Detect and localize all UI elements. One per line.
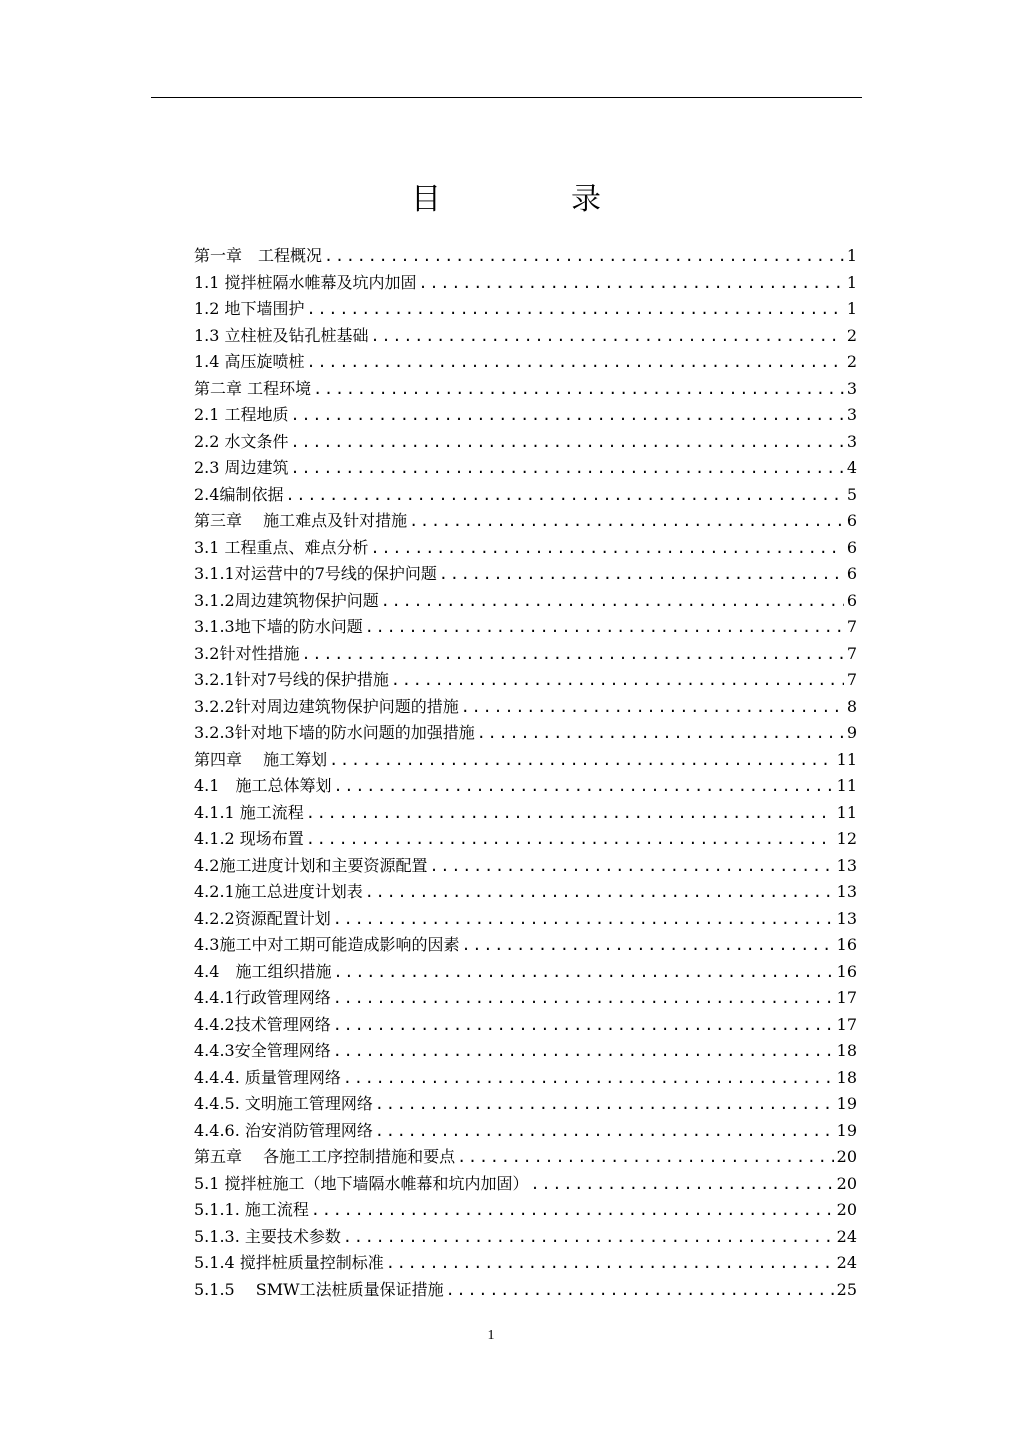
toc-entry[interactable] [194,376,857,403]
toc-entry-page: 24 [836,1253,857,1272]
toc-entry-page: 2 [846,352,857,371]
toc-dot-leader [306,826,834,853]
toc-entry-page: 11 [836,776,857,795]
toc-entry-label: 第三章 施工难点及针对措施 [194,511,408,530]
toc-entry[interactable] [194,1171,857,1198]
toc-entry[interactable] [194,561,857,588]
toc-entry-label: 4.1.2 现场布置 [194,829,304,848]
toc-dot-leader [343,1065,834,1092]
toc-entry[interactable] [194,694,857,721]
toc-entry-page: 9 [846,723,857,742]
toc-entry-page: 11 [836,802,857,822]
toc-entry[interactable] [194,1250,857,1277]
toc-entry[interactable] [194,588,857,615]
toc-entry-label: 4.4.5. 文明施工管理网络 [194,1094,373,1113]
toc-dot-leader [313,376,844,403]
toc-entry-label: 4.2施工进度计划和主要资源配置 [194,855,428,875]
toc-entry[interactable] [194,826,857,853]
toc-entry-page: 3 [846,431,857,451]
toc-entry-label: 第五章 各施工工序控制措施和要点 [194,1147,456,1166]
toc-dot-leader [333,1038,834,1065]
toc-dot-leader [291,455,844,482]
toc-dot-leader [329,747,834,774]
toc-entry-label: 第一章 工程概况 [194,246,323,265]
toc-entry-label: 3.1.2周边建筑物保护问题 [194,590,379,610]
toc-dot-leader [333,959,833,986]
toc-entry-page: 6 [846,590,857,610]
toc-entry-page: 12 [836,829,857,848]
toc-entry-label: 2.4编制依据 [194,484,284,504]
toc-entry-page: 5 [846,484,857,504]
toc-entry-page: 18 [836,1067,857,1087]
toc-entry-page: 20 [836,1200,857,1219]
toc-dot-leader [333,906,834,933]
toc-entry-page: 20 [836,1173,857,1193]
toc-dot-leader [531,1171,834,1198]
toc-entry-label: 2.1 工程地质 [194,405,289,424]
toc-entry-label: 5.1.3. 主要技术参数 [194,1226,341,1246]
toc-entry[interactable] [194,906,857,933]
toc-entry-page: 24 [836,1226,857,1246]
toc-entry[interactable] [194,1144,857,1171]
toc-entry-label: 4.4.3安全管理网络 [194,1041,331,1060]
toc-entry[interactable] [194,1091,857,1118]
page-title: 目录 [411,182,731,217]
toc-entry-label: 1.4 高压旋喷桩 [194,352,305,371]
toc-entry-label: 4.4.6. 治安消防管理网络 [194,1120,373,1140]
toc-entry[interactable] [194,535,857,562]
toc-dot-leader [446,1277,834,1304]
toc-entry-label: 4.4.4. 质量管理网络 [194,1067,341,1087]
toc-entry[interactable] [194,1277,857,1304]
toc-dot-leader [477,720,844,747]
toc-dot-leader [386,1250,834,1277]
toc-entry[interactable] [194,985,857,1012]
toc-dot-leader [285,482,843,509]
toc-entry-label: 5.1 搅拌桩施工（地下墙隔水帷幕和坑内加固） [194,1173,529,1193]
toc-entry-label: 3.2.2针对周边建筑物保护问题的措施 [194,696,459,716]
toc-entry-page: 1 [846,272,857,292]
toc-entry[interactable] [194,1118,857,1145]
toc-dot-leader [375,1091,834,1118]
toc-entry-page: 13 [836,908,857,928]
toc-dot-leader [457,1144,834,1171]
toc-entry[interactable] [194,402,857,429]
toc-entry[interactable] [194,1224,857,1251]
toc-entry-page: 3 [846,405,857,424]
toc-entry[interactable] [194,429,857,456]
toc-entry-label: 3.2针对性措施 [194,643,300,663]
toc-entry[interactable] [194,720,857,747]
toc-entry-label: 1.3 立柱桩及钻孔桩基础 [194,325,369,345]
toc-entry[interactable] [194,959,857,986]
toc-entry[interactable] [194,879,857,906]
toc-dot-leader [439,561,844,588]
toc-dot-leader [333,985,834,1012]
toc-entry[interactable] [194,1197,857,1224]
toc-entry[interactable] [194,270,857,297]
toc-dot-leader [371,535,844,562]
toc-entry-label: 4.1 施工总体筹划 [194,776,332,795]
toc-entry-label: 2.2 水文条件 [194,431,289,451]
toc-entry-label: 2.3 周边建筑 [194,458,289,477]
toc-entry[interactable] [194,1065,857,1092]
toc-dot-leader [291,429,844,456]
toc-entry-page: 6 [846,537,857,557]
toc-dot-leader [371,323,844,350]
toc-entry-label: 4.2.2资源配置计划 [194,908,331,928]
toc-dot-leader [301,641,843,668]
toc-dot-leader [461,932,833,959]
toc-entry-page: 7 [846,617,857,636]
toc-entry-label: 5.1.4 搅拌桩质量控制标准 [194,1253,384,1272]
toc-entry[interactable] [194,614,857,641]
toc-entry[interactable] [194,747,857,774]
toc-dot-leader [291,402,844,429]
toc-entry-label: 1.2 地下墙围护 [194,299,305,318]
toc-dot-leader [381,588,844,615]
toc-entry[interactable] [194,667,857,694]
toc-dot-leader [307,296,844,323]
toc-dot-leader [419,270,844,297]
toc-entry[interactable] [194,773,857,800]
toc-entry-page: 16 [836,935,857,954]
toc-entry-page: 17 [836,1014,857,1034]
toc-entry-label: 4.4.1行政管理网络 [194,988,331,1007]
toc-entry-label: 3.1.1对运营中的7号线的保护问题 [194,564,437,583]
toc-entry-page: 6 [846,564,857,583]
toc-entry-page: 20 [836,1147,857,1166]
toc-dot-leader [333,1012,834,1039]
table-of-contents [194,243,857,1303]
toc-entry[interactable] [194,1012,857,1039]
toc-entry-label: 4.1.1 施工流程 [194,802,304,822]
toc-entry-label: 4.4 施工组织措施 [194,961,332,981]
toc-dot-leader [311,1197,834,1224]
toc-entry-label: 5.1.5 SMW工法桩质量保证措施 [194,1279,444,1299]
toc-entry-page: 1 [846,299,857,318]
toc-entry[interactable] [194,1038,857,1065]
toc-entry-page: 6 [846,511,857,530]
toc-dot-leader [307,349,844,376]
toc-dot-leader [409,508,844,535]
toc-entry-page: 19 [836,1120,857,1140]
toc-entry-page: 19 [836,1094,857,1113]
toc-entry-page: 11 [836,749,857,769]
toc-entry-label: 3.1 工程重点、难点分析 [194,537,369,557]
toc-entry[interactable] [194,800,857,827]
toc-entry-page: 18 [836,1041,857,1060]
toc-entry-label: 4.2.1施工总进度计划表 [194,882,363,901]
toc-dot-leader [429,853,833,880]
toc-entry-page: 13 [836,882,857,901]
toc-entry[interactable] [194,853,857,880]
toc-dot-leader [343,1224,834,1251]
toc-entry-page: 7 [846,643,857,663]
toc-dot-leader [375,1118,834,1145]
toc-dot-leader [461,694,844,721]
toc-entry[interactable] [194,641,857,668]
toc-entry-page: 4 [846,458,857,477]
toc-dot-leader [306,800,834,827]
toc-entry-page: 25 [836,1279,857,1299]
toc-entry-label: 3.2.3针对地下墙的防水问题的加强措施 [194,723,475,742]
toc-entry[interactable] [194,932,857,959]
toc-entry[interactable] [194,349,857,376]
toc-dot-leader [333,773,833,800]
toc-dot-leader [391,667,844,694]
toc-entry-label: 第二章 工程环境 [194,378,312,398]
toc-entry-page: 13 [836,855,857,875]
toc-entry[interactable] [194,296,857,323]
toc-entry-page: 2 [846,325,857,345]
toc-entry-page: 1 [846,246,857,265]
toc-entry[interactable] [194,455,857,482]
toc-entry-page: 3 [846,378,857,398]
toc-dot-leader [324,243,844,270]
toc-entry[interactable] [194,323,857,350]
toc-entry-label: 3.1.3地下墙的防水问题 [194,617,363,636]
toc-entry-label: 1.1 搅拌桩隔水帷幕及坑内加固 [194,272,417,292]
toc-entry-page: 8 [846,696,857,716]
toc-dot-leader [365,614,844,641]
page-number: 1 [487,1328,495,1343]
toc-entry[interactable] [194,243,857,270]
toc-entry[interactable] [194,508,857,535]
toc-entry-label: 第四章 施工筹划 [194,749,328,769]
toc-entry-label: 5.1.1. 施工流程 [194,1200,309,1219]
toc-entry-label: 4.4.2技术管理网络 [194,1014,331,1034]
toc-entry-label: 3.2.1针对7号线的保护措施 [194,670,389,689]
toc-entry-label: 4.3施工中对工期可能造成影响的因素 [194,935,460,954]
toc-entry-page: 7 [846,670,857,689]
toc-dot-leader [365,879,834,906]
toc-entry-page: 17 [836,988,857,1007]
toc-entry-page: 16 [836,961,857,981]
header-rule [151,97,862,98]
toc-entry[interactable] [194,482,857,509]
